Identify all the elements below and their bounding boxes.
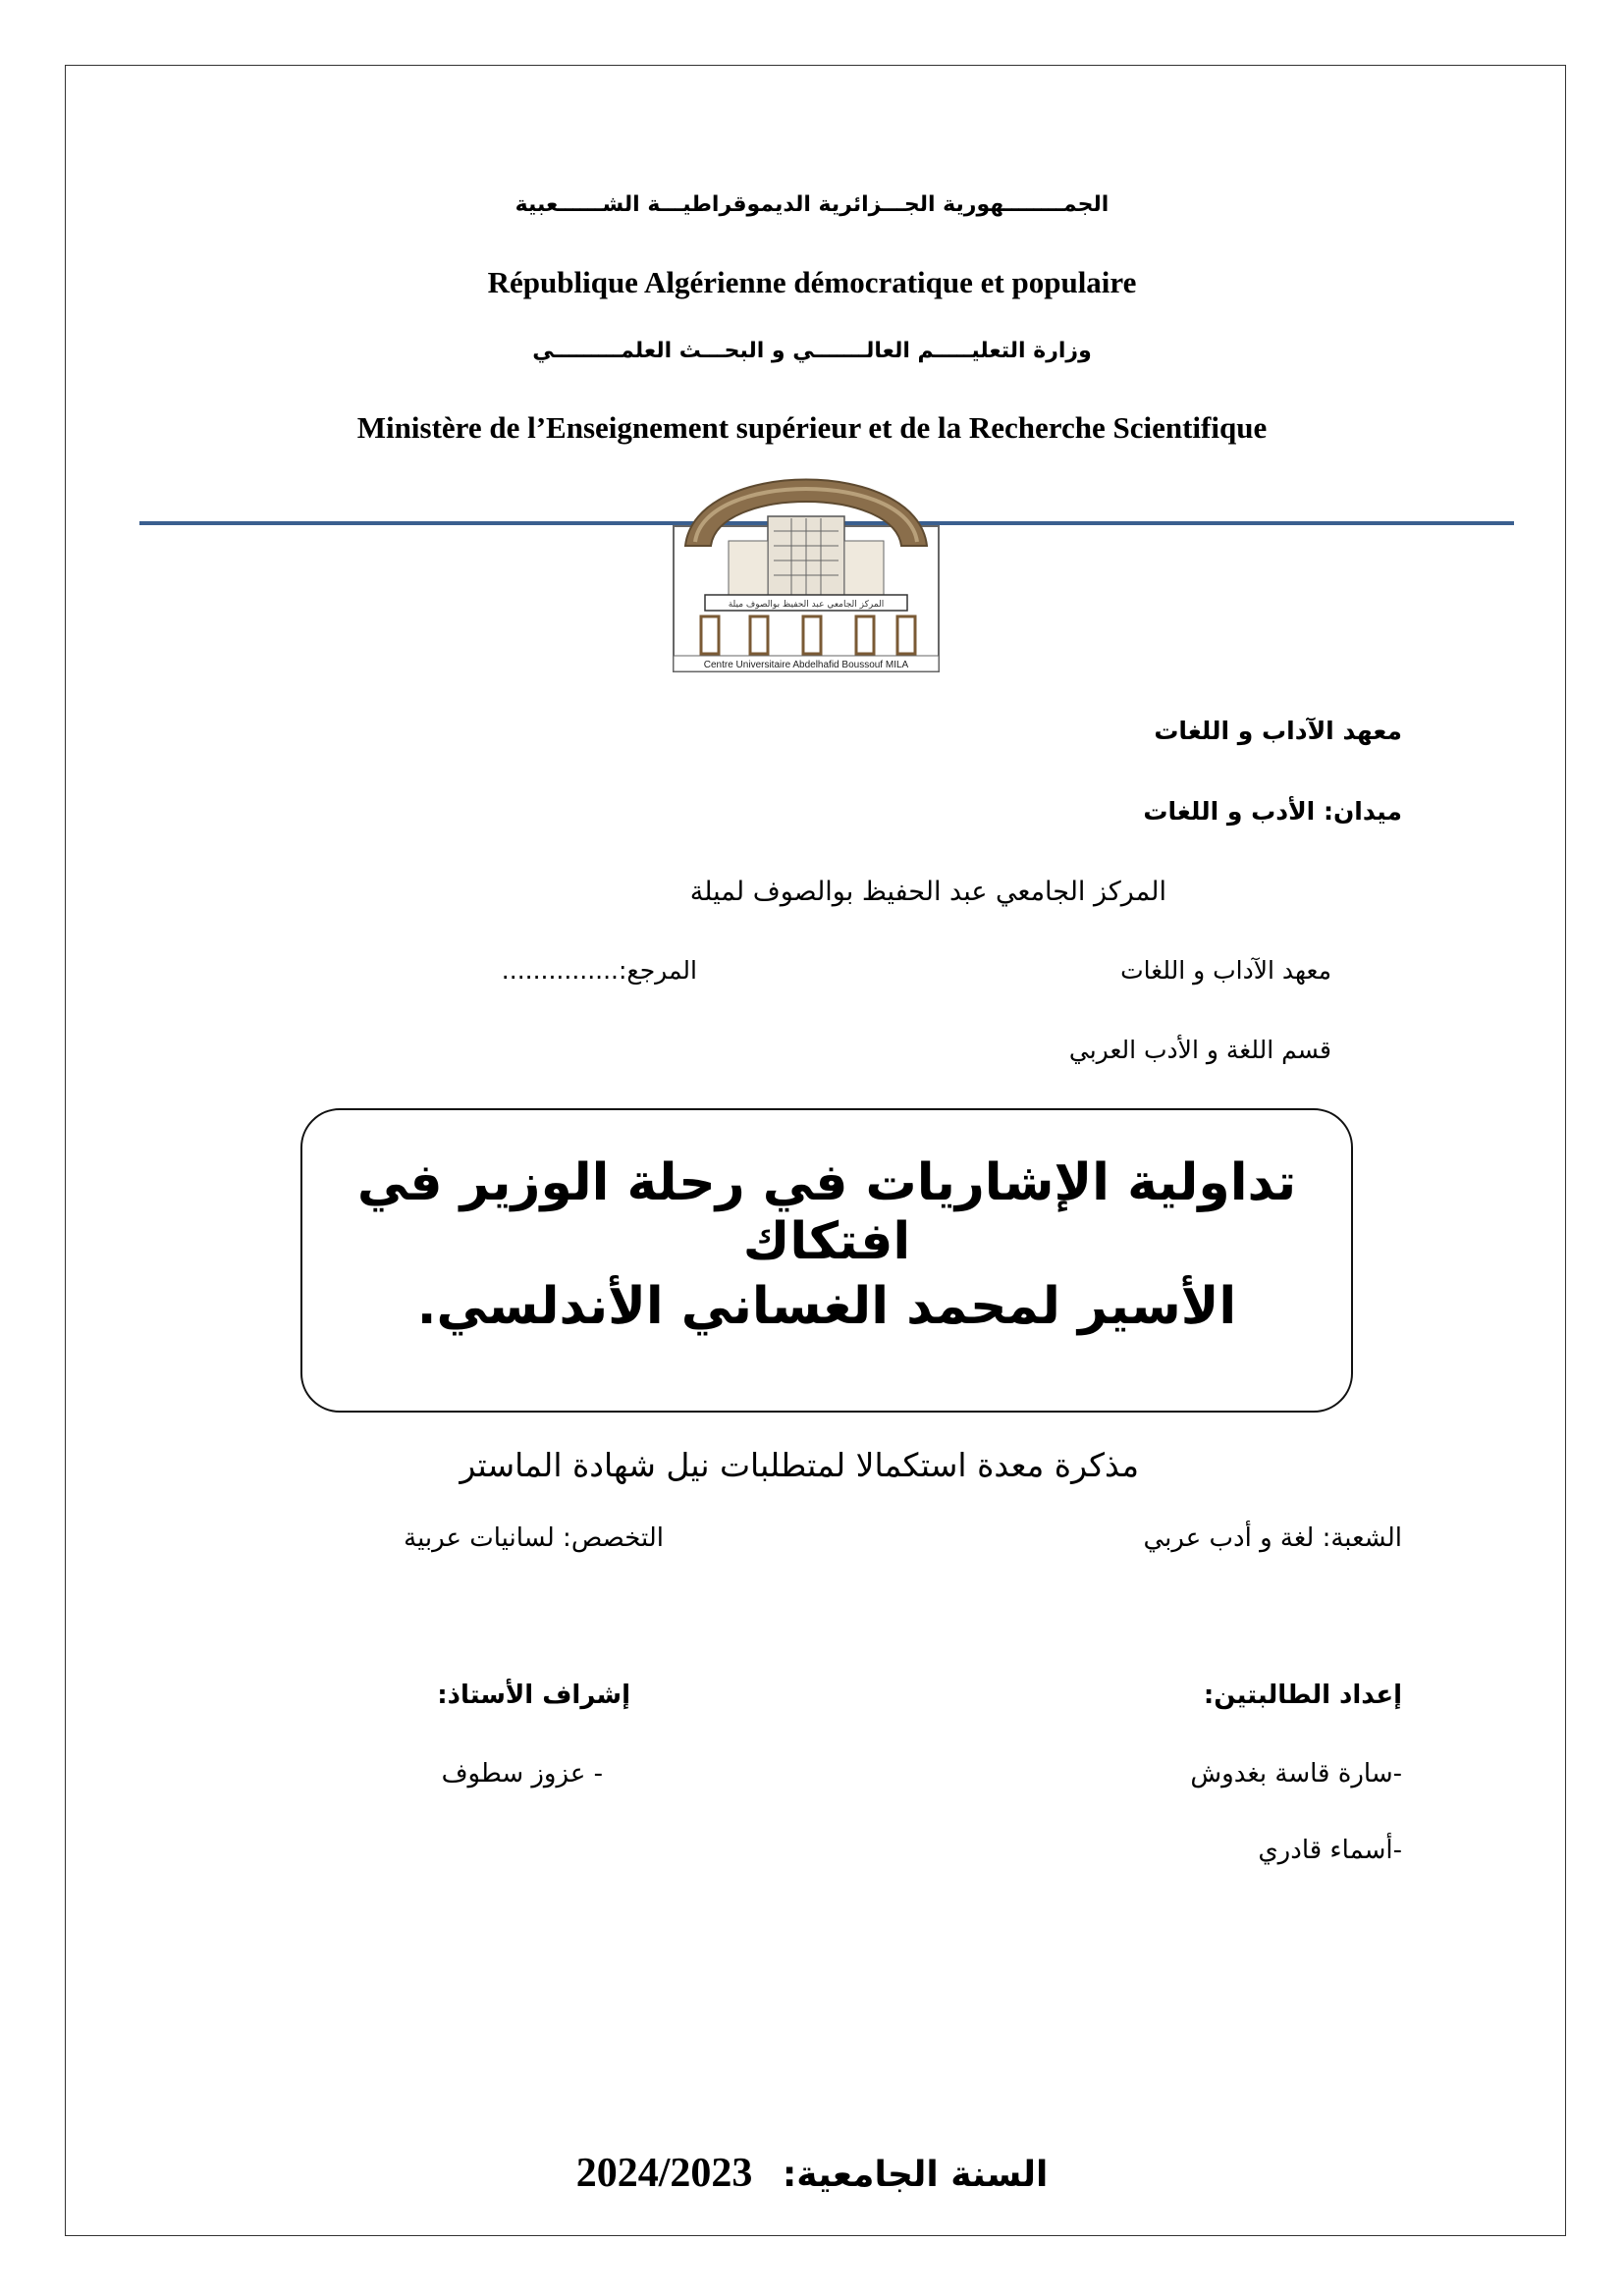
thesis-title-line-2: الأسير لمحمد الغساني الأندلسي. xyxy=(416,1277,1237,1336)
specialty: التخصص: لسانيات عربية xyxy=(404,1523,664,1553)
university-logo xyxy=(666,448,947,675)
ministry-arabic: وزارة التعليـــــم العالـــــــي و البحـــث العلمـــــــــي xyxy=(532,339,1092,363)
reference-field: المرجع:............... xyxy=(501,956,697,985)
ministry-french: Ministère de l’Enseignement supérieur et de la Recherche Scientifique xyxy=(356,410,1268,445)
academic-year-value: 2024/2023 xyxy=(575,2151,753,2196)
republic-arabic: الجمــــــــهورية الجـــزائرية الديموقراطيـــة الشــــــعبية xyxy=(514,192,1110,217)
institute-heading: معهد الآداب و اللغات xyxy=(1154,717,1402,745)
logo-banner-text: المركز الجامعي عبد الحفيظ بوالصوف ميلة xyxy=(728,600,885,610)
department: قسم اللغة و الأدب العربي xyxy=(1068,1036,1331,1064)
thesis-purpose: مذكرة معدة استكمالا لمتطلبات نيل شهادة الماستر xyxy=(460,1446,1139,1484)
logo-caption: Centre Universitaire Abdelhafid Boussouf MILA xyxy=(703,660,909,670)
thesis-title-box xyxy=(300,1108,1353,1413)
university-center: المركز الجامعي عبد الحفيظ بوالصوف لميلة xyxy=(689,877,1166,907)
supervisor-name: - عزوز سطوف xyxy=(441,1759,603,1789)
republic-french: République Algérienne démocratique et populaire xyxy=(487,265,1137,299)
academic-year xyxy=(0,2150,1624,2197)
students-label: إعداد الطالبتين: xyxy=(1203,1681,1402,1710)
supervisor-label: إشراف الأستاذ: xyxy=(437,1681,630,1710)
branch: الشعبة: لغة و أدب عربي xyxy=(1143,1523,1402,1553)
field-heading: ميدان: الأدب و اللغات xyxy=(1143,797,1402,826)
academic-year-label: السنة الجامعية: xyxy=(782,2155,1049,2195)
thesis-title-line-1: تداولية الإشاريات في رحلة الوزير في افتكاك xyxy=(356,1153,1297,1271)
student-1: -سارة قاسة بغدوش xyxy=(1190,1759,1402,1789)
institute-plain: معهد الآداب و اللغات xyxy=(1120,956,1331,985)
student-2: -أسماء قادري xyxy=(1258,1836,1402,1865)
